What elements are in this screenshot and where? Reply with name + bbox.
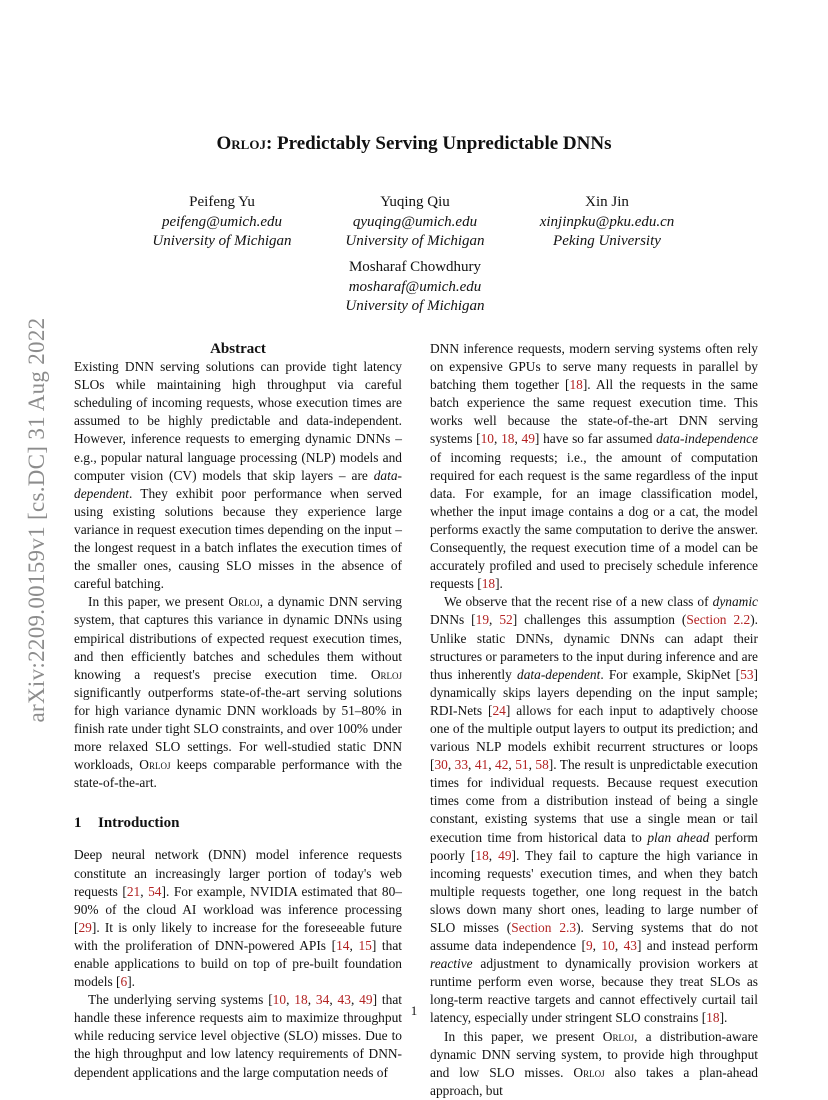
citation-link[interactable]: 24 xyxy=(492,702,506,718)
author-email: mosharaf@umich.edu xyxy=(348,278,482,295)
citation-link[interactable]: 9 xyxy=(585,938,593,954)
author-affiliation: University of Michigan xyxy=(152,233,292,249)
citation-link[interactable]: 53 xyxy=(740,666,754,682)
citation-link[interactable]: 15 xyxy=(358,937,372,953)
arxiv-stamp xyxy=(22,280,52,760)
section-link[interactable]: Section 2.2 xyxy=(686,612,751,628)
citation-link[interactable]: 52 xyxy=(499,612,513,628)
citation-link[interactable]: 49 xyxy=(498,847,512,863)
author-block xyxy=(315,193,515,252)
citation-link[interactable]: 18 xyxy=(481,576,496,592)
citation-link[interactable]: 19 xyxy=(475,612,490,628)
body-paragraph: DNN inference requests, modern serving systems often rely on expensive GPUs to serve many requests in parallel by batching them together [18]. All the requests in the same batch experience the same request execution time. This works well because the state-of-the-art DNN serving systems [10, 18, 49] have so far assumed data-independence of incoming requests; i.e., the amount of computation required for each request is the same regardless of the input data. For example, for an image classification model, whether the input image contains a dog or a cat, the model performs exactly the same computation to derive the answer. Consequently, the request execution time of a model can be accurately profiled and used to precisely schedule inference requests [18]. xyxy=(430,341,759,592)
abstract-paragraph: Existing DNN serving solutions can provide tight latency SLOs while maintaining high throughput via careful scheduling of incoming requests, whose execution times are assumed to be highly predictable and data-independent. However, inference requests to emerging dynamic DNNs – e.g., popular natural language processing (NLP) models and computer vision (CV) models that skip layers – are data-dependent. They exhibit poor performance when served using existing solutions because they experience large variance in request execution times depending on the input – the longest request in a batch inflates the execution times of the smaller ones, causing SLO misses in the absence of careful batching. xyxy=(74,359,402,592)
right-column xyxy=(430,340,758,1100)
citation-link[interactable]: 49 xyxy=(359,992,373,1008)
citation-link[interactable]: 49 xyxy=(521,431,535,447)
author-email: xinjinpku@pku.edu.cn xyxy=(539,213,675,230)
citation-link[interactable]: 33 xyxy=(454,757,469,773)
author-affiliation: University of Michigan xyxy=(345,233,485,249)
title-rest: : Predictably Serving Unpredictable DNNs xyxy=(265,133,612,154)
abstract-heading: Abstract xyxy=(210,341,266,357)
body-paragraph: In this paper, we present Orloj, a distribution-aware dynamic DNN serving system, to provide high throughput and low SLO misses. Orloj also takes a plan-ahead approach, but xyxy=(430,1028,758,1098)
citation-link[interactable]: 18 xyxy=(294,992,308,1008)
citation-link[interactable]: 54 xyxy=(148,883,162,899)
abstract-paragraph: In this paper, we present Orloj, a dynamic DNN serving system, that captures this variance in dynamic DNNs using empirical distributions of expected request execution times, and then efficiently batches and schedules them without knowing a request's precise execution time. Orloj significantly outperforms state-of-the-art serving solutions for high variance dynamic DNN workloads by 51–80% in finish rate under tight SLO constraints, and over 100% under more relaxed SLO settings. For well-studied static DNN workloads, Orloj keeps comparable performance with the state-of-the-art. xyxy=(74,594,402,791)
citation-link[interactable]: 18 xyxy=(475,847,489,863)
system-name: Orloj xyxy=(216,133,266,154)
citation-link[interactable]: 43 xyxy=(623,938,637,954)
body-paragraph: Deep neural network (DNN) model inference requests constitute an increasingly larger portion of today's web requests [21, 54]. For example, NVIDIA estimated that 80–90% of the cloud AI workload was inference processing [29]. It is only likely to increase for the foreseeable future with the proliferation of DNN-powered APIs [14, 15] that enable applications to build on top of pre-built foundation models [6]. xyxy=(74,847,403,990)
citation-link[interactable]: 43 xyxy=(337,992,351,1008)
author-email: qyuqing@umich.edu xyxy=(352,213,478,230)
citation-link[interactable]: 6 xyxy=(120,974,128,990)
author-block xyxy=(507,193,707,252)
citation-link[interactable]: 10 xyxy=(272,992,287,1008)
author-email: peifeng@umich.edu xyxy=(161,213,282,230)
citation-link[interactable]: 10 xyxy=(601,938,615,954)
citation-link[interactable]: 51 xyxy=(515,757,529,773)
citation-link[interactable]: 18 xyxy=(501,431,515,447)
left-column xyxy=(74,340,402,1082)
body-paragraph: The underlying serving systems [10, 18, 34, 43, 49] that handle these inference requests aim to maximize throughput while reducing service level objective (SLO) misses. Due to the high throughput and low latency requirements of DNN-dependent applications and the large computation needs of xyxy=(74,992,402,1080)
body-paragraph: We observe that the recent rise of a new class of dynamic DNNs [19, 52] challenges this assumption (Section 2.2). Unlike static DNNs, dynamic DNNs can adapt their structures or parameters to the input during inference and are thus inherently data-dependent. For example, SkipNet [53] dynamically skips layers depending on the input sample; RDI-Nets [24] allows for each input to adaptively choose one of the multiple output layers to output its prediction; and various NLP models exhibit recurrent structures or loops [30, 33, 41, 42, 51, 58]. The result is unpredictable execution times for individual requests. Because request execution times come from a distribution instead of being a single constant, existing systems that use a single mean or tail execution time from historical data to plan ahead perform poorly [18, 49]. They fail to capture the high variance in incoming requests' execution times, and when they batch multiple requests together, one long request in the batch slows down many short ones, leading to large number of SLO misses (Section 2.3). Serving systems that do not assume data independence [9, 10, 43] and instead perform reactive adjustment to dynamically provision workers at runtime perform even worse, because they treat SLOs as long-term reactive targets and cannot effectively curtail tail latency, especially under stringent SLO constrains [18]. xyxy=(430,594,758,1026)
author-name: Xin Jin xyxy=(585,194,629,210)
author-affiliation: Peking University xyxy=(553,233,661,249)
citation-link[interactable]: 30 xyxy=(434,757,448,773)
author-affiliation: University of Michigan xyxy=(345,298,485,314)
citation-link[interactable]: 41 xyxy=(474,757,489,773)
citation-link[interactable]: 29 xyxy=(78,919,92,935)
section-link[interactable]: Section 2.3 xyxy=(511,920,577,935)
citation-link[interactable]: 42 xyxy=(495,757,509,773)
author-name: Peifeng Yu xyxy=(189,194,255,210)
author-name: Yuqing Qiu xyxy=(380,194,450,210)
paper-title xyxy=(0,133,828,155)
citation-link[interactable]: 14 xyxy=(336,937,350,953)
citation-link[interactable]: 10 xyxy=(480,431,494,447)
citation-link[interactable]: 34 xyxy=(315,992,330,1008)
author-name: Mosharaf Chowdhury xyxy=(348,259,482,275)
citation-link[interactable]: 21 xyxy=(126,883,141,899)
citation-link[interactable]: 58 xyxy=(535,757,549,773)
author-block xyxy=(315,258,515,317)
author-block xyxy=(122,193,322,252)
page-number: 1 xyxy=(410,1003,418,1018)
citation-link[interactable]: 18 xyxy=(569,377,583,393)
arxiv-id: arXiv:2209.00159v1 [cs.DC] 31 Aug 2022 xyxy=(24,317,49,723)
section-heading: 1 Introduction xyxy=(74,815,180,832)
citation-link[interactable]: 18 xyxy=(706,1010,720,1026)
